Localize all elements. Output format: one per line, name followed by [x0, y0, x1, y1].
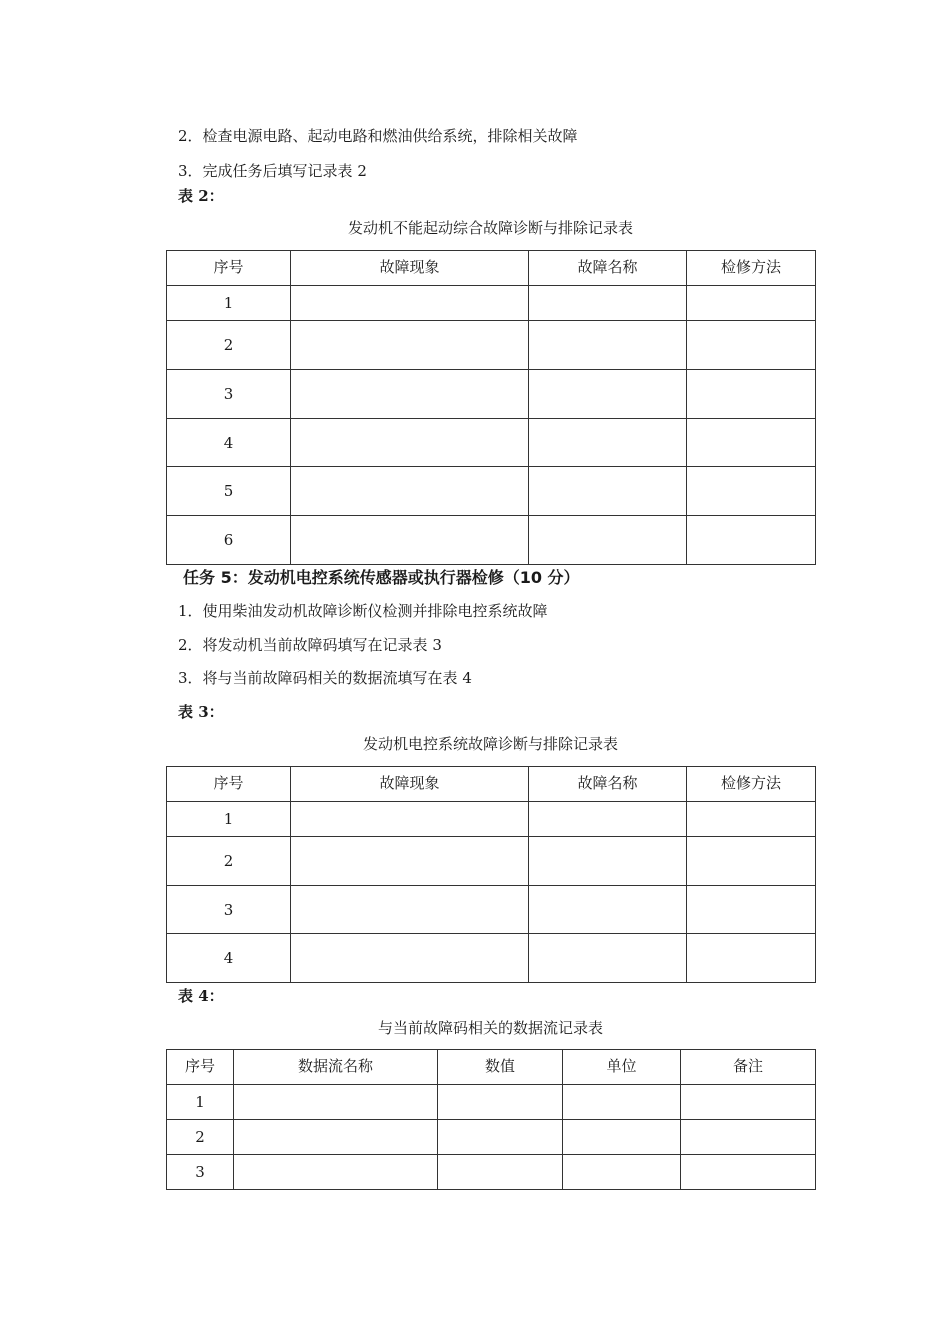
table2-header-repair-method: 检修方法 — [687, 251, 816, 286]
table4-cell-data-stream-name[interactable] — [234, 1085, 438, 1120]
table3-header-symptom: 故障现象 — [291, 767, 529, 802]
table2-cell-fault-name[interactable] — [529, 467, 687, 516]
table2 — [166, 250, 816, 565]
table3-cell-symptom[interactable] — [291, 886, 529, 934]
table2-cell-repair-method[interactable] — [687, 286, 816, 321]
table2-row-index: 6 — [167, 516, 291, 565]
table2-cell-symptom[interactable] — [291, 286, 529, 321]
table4-cell-value[interactable] — [438, 1085, 563, 1120]
table3-cell-fault-name[interactable] — [529, 802, 687, 837]
table3-row-index: 4 — [167, 934, 291, 983]
table4-cell-unit[interactable] — [563, 1155, 681, 1190]
table4-header-index: 序号 — [167, 1050, 234, 1085]
table2-header-fault-name: 故障名称 — [529, 251, 687, 286]
table3-caption: 发动机电控系统故障诊断与排除记录表 — [362, 735, 618, 753]
table4-cell-unit[interactable] — [563, 1085, 681, 1120]
table4-cell-remarks[interactable] — [681, 1085, 816, 1120]
table4-cell-data-stream-name[interactable] — [234, 1120, 438, 1155]
task5-step-1: 1．使用柴油发动机故障诊断仪检测并排除电控系统故障 — [178, 602, 548, 620]
table2-header-index: 序号 — [167, 251, 291, 286]
table2-cell-fault-name[interactable] — [529, 516, 687, 565]
table3-header-fault-name: 故障名称 — [529, 767, 687, 802]
table4-cell-data-stream-name[interactable] — [234, 1155, 438, 1190]
table3-cell-fault-name[interactable] — [529, 934, 687, 983]
table2-cell-repair-method[interactable] — [687, 467, 816, 516]
table4-cell-value[interactable] — [438, 1120, 563, 1155]
intro-step-2: 2．检查电源电路、起动电路和燃油供给系统，排除相关故障 — [178, 127, 578, 145]
table2-cell-fault-name[interactable] — [529, 321, 687, 370]
table2-cell-repair-method[interactable] — [687, 321, 816, 370]
table4-cell-remarks[interactable] — [681, 1155, 816, 1190]
table4-header-value: 数值 — [438, 1050, 563, 1085]
table4-header-unit: 单位 — [563, 1050, 681, 1085]
table3-cell-repair-method[interactable] — [687, 802, 816, 837]
table2-cell-repair-method[interactable] — [687, 516, 816, 565]
table2-cell-fault-name[interactable] — [529, 286, 687, 321]
table3-cell-repair-method[interactable] — [687, 886, 816, 934]
table-row — [167, 1120, 816, 1155]
table-row — [167, 321, 816, 370]
table2-cell-fault-name[interactable] — [529, 419, 687, 467]
table2-cell-symptom[interactable] — [291, 419, 529, 467]
table3-row-index: 1 — [167, 802, 291, 837]
table3 — [166, 766, 816, 983]
table2-row-index: 4 — [167, 419, 291, 467]
table3-header-index: 序号 — [167, 767, 291, 802]
table-row — [167, 886, 816, 934]
table3-header-repair-method: 检修方法 — [687, 767, 816, 802]
table3-row-index: 2 — [167, 837, 291, 886]
table4 — [166, 1049, 816, 1190]
table2-cell-repair-method[interactable] — [687, 419, 816, 467]
table3-header-row — [167, 767, 816, 802]
table4-cell-remarks[interactable] — [681, 1120, 816, 1155]
table2-cell-fault-name[interactable] — [529, 370, 687, 419]
table4-cell-unit[interactable] — [563, 1120, 681, 1155]
table4-row-index: 1 — [167, 1085, 234, 1120]
table2-row-index: 2 — [167, 321, 291, 370]
table3-cell-fault-name[interactable] — [529, 886, 687, 934]
table2-row-index: 5 — [167, 467, 291, 516]
table-row — [167, 1085, 816, 1120]
table-row — [167, 286, 816, 321]
table2-cell-symptom[interactable] — [291, 370, 529, 419]
table2-row-index: 3 — [167, 370, 291, 419]
table3-cell-fault-name[interactable] — [529, 837, 687, 886]
table-row — [167, 934, 816, 983]
table4-header-row — [167, 1050, 816, 1085]
table2-row-index: 1 — [167, 286, 291, 321]
table4-row-index: 2 — [167, 1120, 234, 1155]
task5-step-2: 2．将发动机当前故障码填写在记录表 3 — [178, 636, 442, 654]
table-row — [167, 516, 816, 565]
table4-label: 表 4： — [178, 987, 224, 1005]
task5-step-3: 3．将与当前故障码相关的数据流填写在表 4 — [178, 669, 472, 687]
table2-cell-symptom[interactable] — [291, 467, 529, 516]
table2-header-symptom: 故障现象 — [291, 251, 529, 286]
table2-header-row — [167, 251, 816, 286]
intro-step-3: 3．完成任务后填写记录表 2 — [178, 162, 367, 180]
table-row — [167, 370, 816, 419]
table4-row-index: 3 — [167, 1155, 234, 1190]
table3-row-index: 3 — [167, 886, 291, 934]
table4-caption: 与当前故障码相关的数据流记录表 — [377, 1019, 603, 1037]
task5-heading: 任务 5：发动机电控系统传感器或执行器检修（10 分） — [183, 568, 580, 587]
table-row — [167, 837, 816, 886]
table-row — [167, 1155, 816, 1190]
table2-caption: 发动机不能起动综合故障诊断与排除记录表 — [347, 219, 633, 237]
table4-cell-value[interactable] — [438, 1155, 563, 1190]
table2-label: 表 2： — [178, 187, 224, 205]
table3-cell-repair-method[interactable] — [687, 837, 816, 886]
table2-cell-symptom[interactable] — [291, 321, 529, 370]
table-row — [167, 467, 816, 516]
table-row — [167, 419, 816, 467]
table3-cell-repair-method[interactable] — [687, 934, 816, 983]
table2-cell-symptom[interactable] — [291, 516, 529, 565]
table2-cell-repair-method[interactable] — [687, 370, 816, 419]
table3-label: 表 3： — [178, 703, 224, 721]
table-row — [167, 802, 816, 837]
table3-cell-symptom[interactable] — [291, 934, 529, 983]
table4-header-remarks: 备注 — [681, 1050, 816, 1085]
table3-cell-symptom[interactable] — [291, 837, 529, 886]
table3-cell-symptom[interactable] — [291, 802, 529, 837]
table4-header-data-stream-name: 数据流名称 — [234, 1050, 438, 1085]
